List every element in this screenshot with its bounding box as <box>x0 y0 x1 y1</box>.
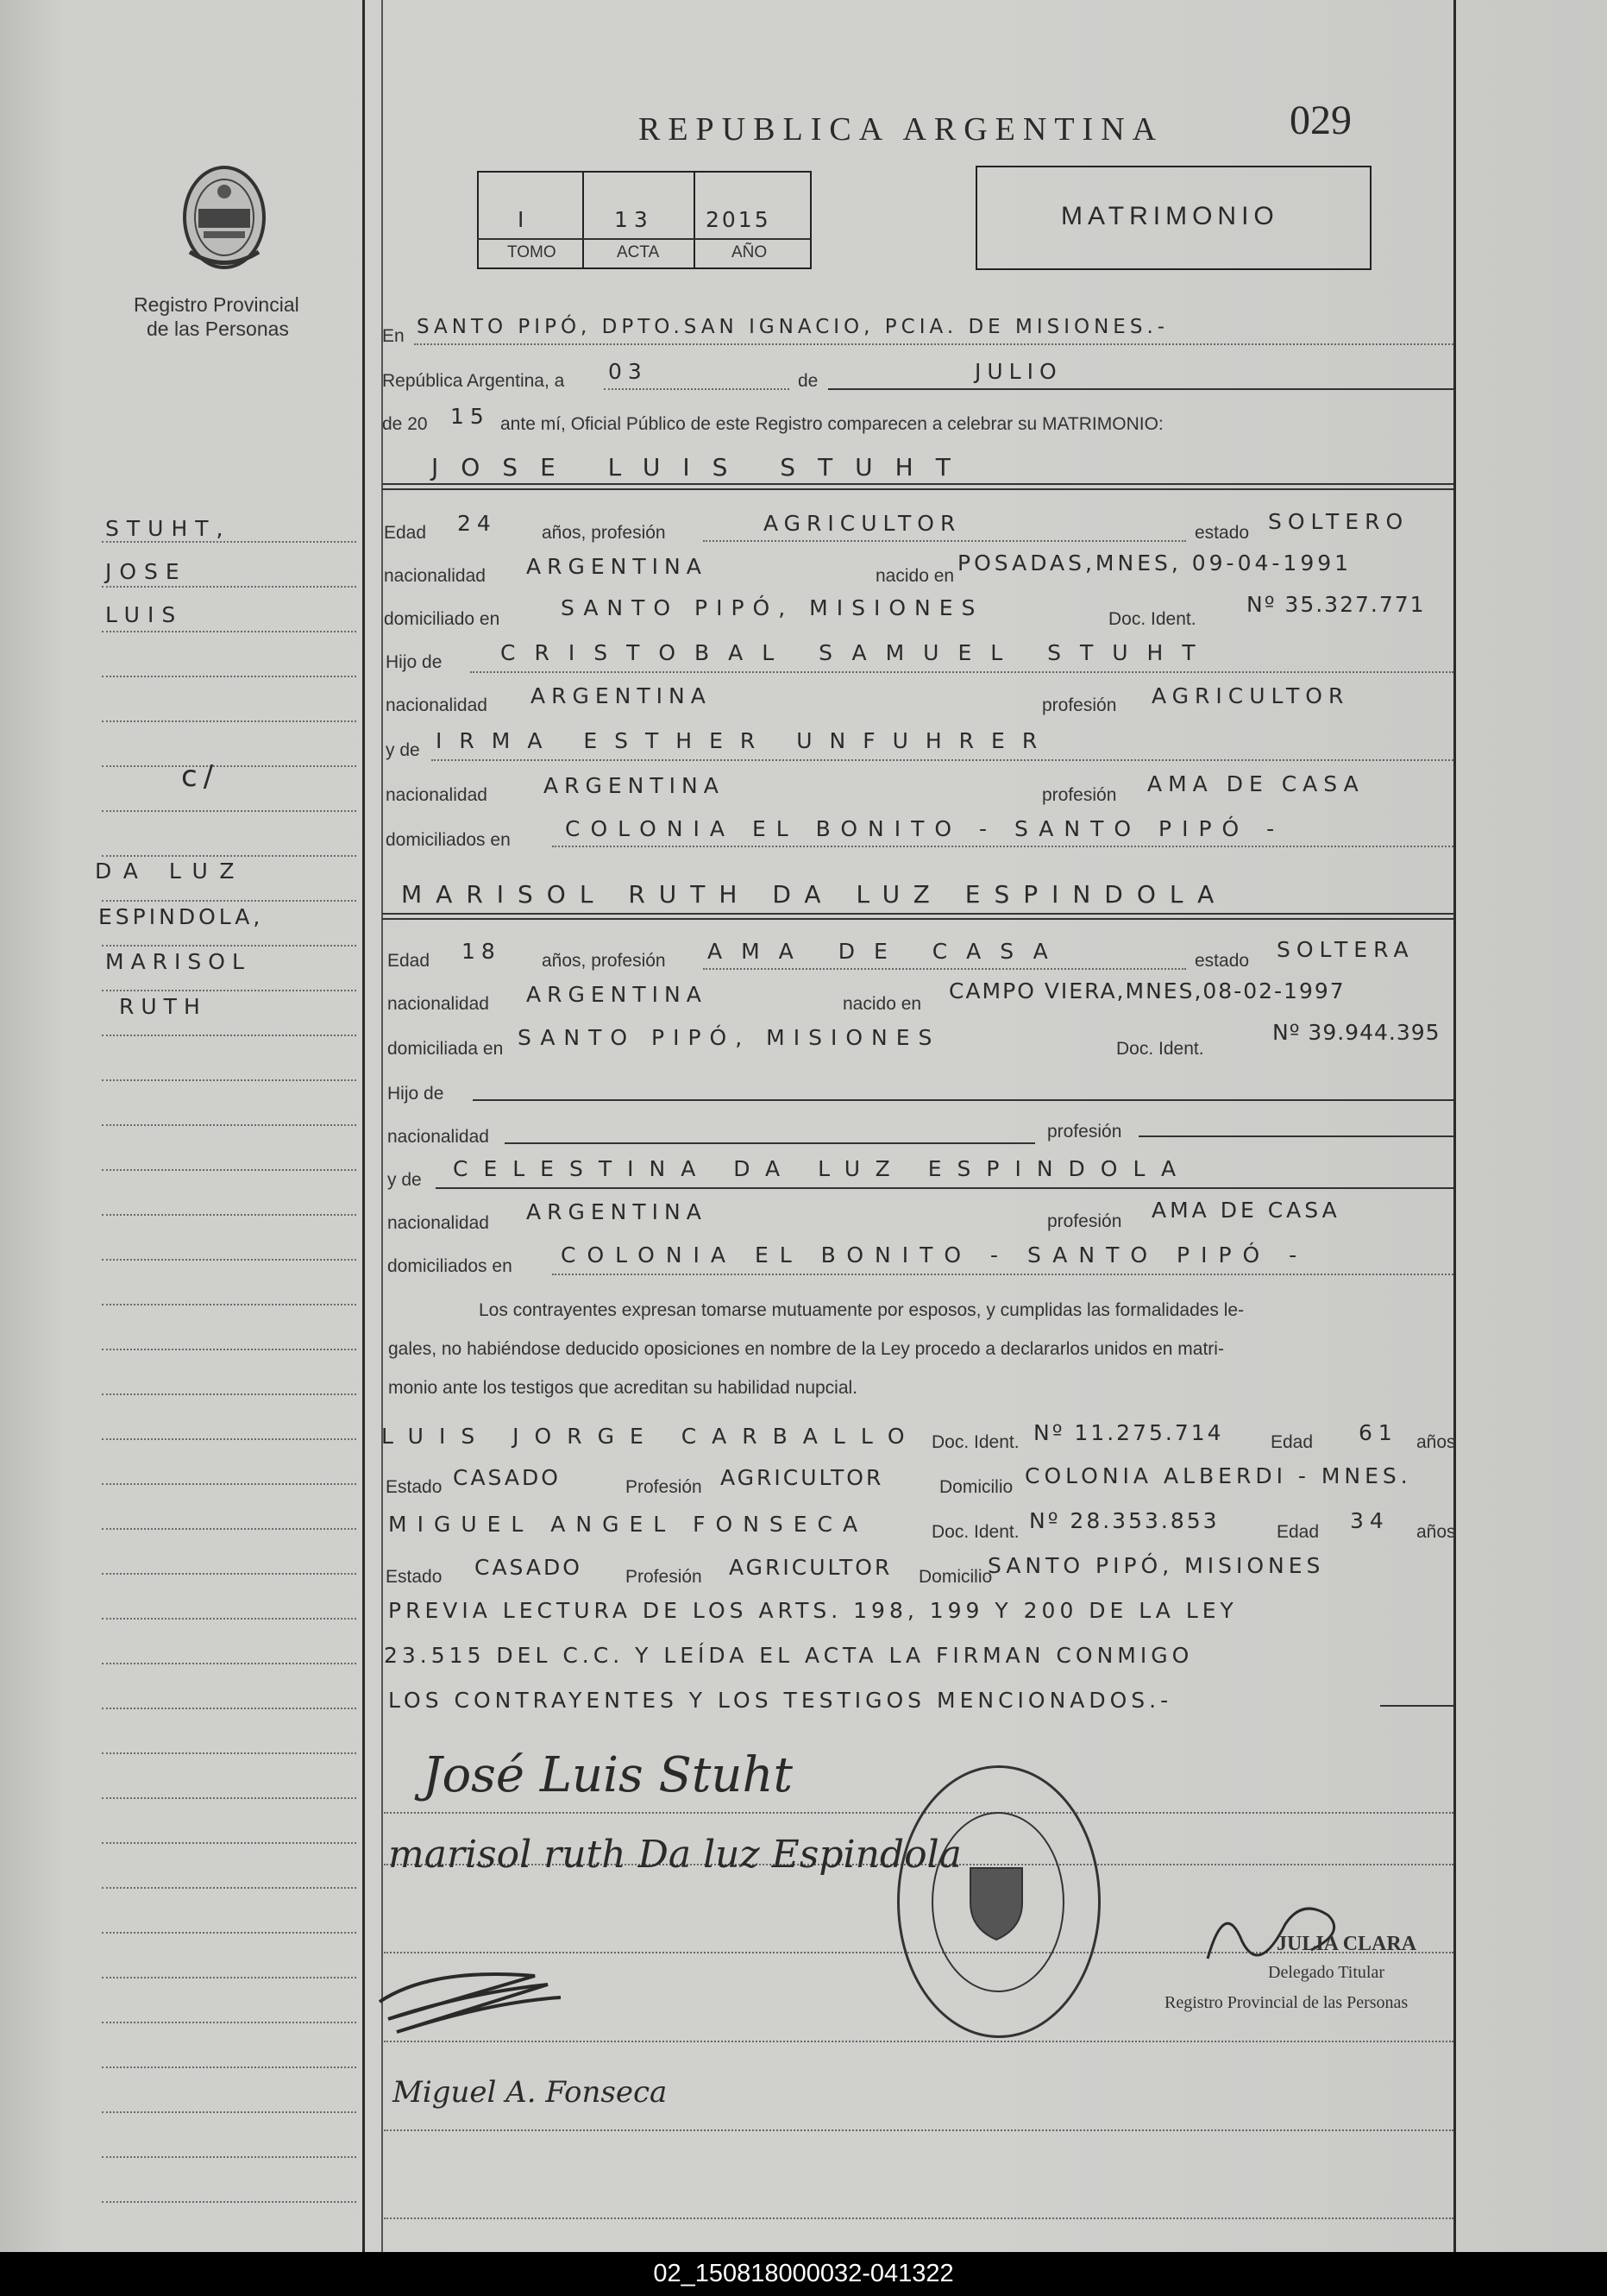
marriage-place: SANTO PIPÓ, DPTO.SAN IGNACIO, PCIA. DE MISIONES.- <box>417 316 1170 338</box>
groom-edad-label: Edad <box>384 523 427 543</box>
margin-line <box>102 1035 356 1036</box>
bride-mother-nationality: ARGENTINA <box>526 1199 707 1224</box>
witness2-doc: Nº 28.353.853 <box>1029 1508 1220 1533</box>
witness1-doc-label: Doc. Ident. <box>932 1432 1020 1452</box>
bride-mother-line <box>436 1187 1453 1189</box>
registry-name-line2: de las Personas <box>147 318 289 340</box>
margin-line <box>102 765 356 767</box>
witness1-anos-label: años <box>1416 1432 1456 1452</box>
misiones-emblem-icon <box>173 157 276 278</box>
bride-hijo-label: Hijo de <box>387 1084 444 1104</box>
bride-civil-status: SOLTERA <box>1277 937 1415 962</box>
groom-mother-prof-label: profesión <box>1042 785 1117 805</box>
bride-nacido-label: nacido en <box>843 994 922 1014</box>
declaration-line-2: gales, no habiéndose deducido oposiciones en nombre de la Ley procedo a declararlos unidos en matri- <box>388 1339 1224 1359</box>
groom-profesion-label: años, profesión <box>542 523 666 543</box>
intro-tail: ante mí, Oficial Público de este Registro comparecen a celebrar su MATRIMONIO: <box>500 414 1164 434</box>
volume-divider-1 <box>582 171 584 267</box>
closing-line-3: LOS CONTRAYENTES Y LOS TESTIGOS MENCIONADOS.- <box>388 1688 1173 1713</box>
bride-estado-label: estado <box>1195 951 1250 971</box>
registry-name-line1: Registro Provincial <box>134 293 299 316</box>
margin-note-3: LUIS <box>105 602 184 627</box>
official-org: Registro Provincial de las Personas <box>1164 1993 1409 2012</box>
witness1-domicilio-label: Domicilio <box>939 1477 1014 1497</box>
margin-note-8: RUTH <box>119 994 207 1019</box>
scan-identifier: 02_150818000032-041322 <box>0 2252 1607 2296</box>
witness1-age: 61 <box>1359 1420 1398 1445</box>
bride-mother-nat-label: nacionalidad <box>387 1213 489 1233</box>
groom-mother-nat-label: nacionalidad <box>386 785 487 805</box>
groom-father: CRISTOBAL SAMUEL STUHT <box>500 640 1215 665</box>
right-margin-rule <box>1453 0 1456 2252</box>
margin-note-4: c/ <box>181 759 220 794</box>
margin-line <box>102 631 356 632</box>
groom-nacionalidad-label: nacionalidad <box>384 566 486 586</box>
volume-label-rule <box>477 238 810 240</box>
day-line <box>604 388 789 390</box>
margin-line <box>102 541 356 543</box>
acta-value: 13 <box>614 207 654 232</box>
bride-nacionalidad-label: nacionalidad <box>387 994 489 1014</box>
margin-note-7: MARISOL <box>105 949 251 974</box>
margin-line <box>102 1708 356 1709</box>
margin-line <box>102 855 356 857</box>
official-title: Delegado Titular <box>1268 1963 1384 1982</box>
witness1-doc: Nº 11.275.714 <box>1033 1420 1224 1445</box>
witness2-domicilio-label: Domicilio <box>919 1567 993 1587</box>
bride-doc: Nº 39.944.395 <box>1272 1020 1441 1045</box>
bride-father-prof-label: profesión <box>1047 1122 1122 1142</box>
sig-line-5 <box>384 2129 1453 2131</box>
witness1-profession: AGRICULTOR <box>720 1465 884 1490</box>
bride-full-name: MARISOL RUTH DA LUZ ESPINDOLA <box>401 880 1228 909</box>
witness2-doc-label: Doc. Ident. <box>932 1522 1020 1542</box>
groom-father-nat-label: nacionalidad <box>386 695 487 715</box>
bride-name-line-2 <box>382 918 1453 920</box>
bride-doc-label: Doc. Ident. <box>1116 1039 1204 1059</box>
margin-line <box>102 1842 356 1844</box>
groom-doc: Nº 35.327.771 <box>1246 592 1426 617</box>
groom-age: 24 <box>457 511 497 536</box>
volume-divider-2 <box>694 171 695 267</box>
witness1-name: LUIS JORGE CARBALLO <box>381 1424 920 1449</box>
witness1-estado-label: Estado <box>386 1477 443 1497</box>
witness2-profession: AGRICULTOR <box>729 1555 893 1580</box>
groom-mother-profession: AMA DE CASA <box>1147 771 1365 796</box>
margin-line <box>102 1349 356 1350</box>
margin-line <box>102 1932 356 1934</box>
groom-profession-line <box>703 540 1186 542</box>
act-type: MATRIMONIO <box>1061 202 1279 230</box>
margin-line <box>102 1214 356 1216</box>
witness1-edad-label: Edad <box>1271 1432 1314 1452</box>
margin-line <box>102 1079 356 1081</box>
closing-end-line <box>1380 1705 1453 1707</box>
groom-mother-line <box>431 759 1453 761</box>
bride-mother-prof-label: profesión <box>1047 1211 1122 1231</box>
witness2-estado-label: Estado <box>386 1567 443 1587</box>
bride-age: 18 <box>461 939 501 964</box>
groom-full-name: JOSE LUIS STUHT <box>431 453 973 481</box>
margin-line <box>102 2156 356 2158</box>
groom-nacido-label: nacido en <box>876 566 955 586</box>
witness2-name: MIGUEL ANGEL FONSECA <box>388 1512 869 1537</box>
margin-line <box>102 810 356 812</box>
closing-line-1: PREVIA LECTURA DE LOS ARTS. 198, 199 Y 200 DE LA LEY <box>388 1598 1238 1623</box>
margin-line <box>102 1887 356 1889</box>
margin-line <box>102 586 356 588</box>
margin-line <box>102 2022 356 2023</box>
margin-line <box>102 1259 356 1261</box>
page-number: 029 <box>1290 98 1352 143</box>
bride-name-line <box>382 913 1453 915</box>
groom-parents-domicile: COLONIA EL BONITO - SANTO PIPÓ - <box>565 816 1285 841</box>
margin-line <box>102 990 356 991</box>
sig-line-6 <box>384 2217 1453 2219</box>
bride-profesion-label: años, profesión <box>542 951 666 971</box>
margin-line <box>102 1573 356 1575</box>
groom-mother: IRMA ESTHER UNFUHRER <box>436 728 1055 753</box>
seal-shield-icon <box>966 1864 1026 1941</box>
margin-line <box>102 2066 356 2068</box>
margin-line <box>102 1977 356 1978</box>
tomo-value: I <box>518 207 530 232</box>
bride-profession: AMA DE CASA <box>707 939 1067 964</box>
groom-birth: POSADAS,MNES, 09-04-1991 <box>957 550 1353 576</box>
margin-line <box>102 1618 356 1620</box>
groom-civil-status: SOLTERO <box>1268 509 1409 534</box>
witness1-domicile: COLONIA ALBERDI - MNES. <box>1025 1463 1412 1488</box>
margin-line <box>102 1304 356 1305</box>
witness1-profesion-label: Profesión <box>625 1477 702 1497</box>
margin-line <box>102 1438 356 1440</box>
witness1-status: CASADO <box>453 1465 561 1490</box>
groom-yde-label: y de <box>386 740 420 760</box>
year-prefix: de 20 <box>382 414 428 434</box>
ano-value: 2015 <box>706 207 771 232</box>
witness2-signature: Miguel A. Fonseca <box>392 2075 668 2110</box>
groom-father-profession: AGRICULTOR <box>1152 683 1350 708</box>
witness2-anos-label: años <box>1416 1522 1456 1542</box>
witness2-age: 34 <box>1350 1508 1390 1533</box>
republica-label: República Argentina, a <box>382 371 565 391</box>
margin-line <box>102 1752 356 1754</box>
margin-line <box>102 1124 356 1126</box>
bride-parents-domicile: COLONIA EL BONITO - SANTO PIPÓ - <box>561 1242 1309 1268</box>
bride-father-prof-line <box>1139 1135 1453 1137</box>
margin-line <box>102 2201 356 2203</box>
sig-line-1 <box>384 1812 1453 1814</box>
ano-label: AÑO <box>731 243 768 261</box>
margin-note-1: STUHT, <box>105 516 231 541</box>
margin-line <box>102 1483 356 1485</box>
bride-mother-profession: AMA DE CASA <box>1152 1198 1340 1223</box>
groom-domicile: SANTO PIPÓ, MISIONES <box>561 595 984 620</box>
tomo-label: TOMO <box>507 243 556 261</box>
groom-father-nationality: ARGENTINA <box>530 683 712 708</box>
declaration-line-3: monio ante los testigos que acreditan su habilidad nupcial. <box>388 1378 858 1398</box>
bride-mother: CELESTINA DA LUZ ESPINDOLA <box>453 1156 1192 1181</box>
margin-note-5: DA LUZ <box>95 859 247 884</box>
bride-edad-label: Edad <box>387 951 430 971</box>
witness2-status: CASADO <box>474 1555 582 1580</box>
bride-nationality: ARGENTINA <box>526 982 707 1007</box>
marriage-day: 03 <box>608 359 648 384</box>
groom-nationality: ARGENTINA <box>526 554 707 579</box>
official-name: JULIA CLARA <box>1277 1933 1417 1955</box>
margin-line <box>102 1528 356 1530</box>
groom-domiciliado-label: domiciliado en <box>384 609 500 629</box>
bride-father-line <box>473 1099 1453 1101</box>
groom-doc-label: Doc. Ident. <box>1108 609 1196 629</box>
margin-line <box>102 676 356 677</box>
month-line <box>828 388 1453 390</box>
margin-line <box>102 1169 356 1171</box>
bride-profession-line <box>703 968 1186 970</box>
margin-note-6: ESPINDOLA, <box>98 904 264 929</box>
bride-signature: marisol ruth Da luz Espindola <box>388 1833 962 1877</box>
declaration-line-1: Los contrayentes expresan tomarse mutuamente por esposos, y cumplidas las formalidades le- <box>479 1300 1245 1320</box>
month-de-label: de <box>798 371 819 391</box>
groom-parents-dom-label: domiciliados en <box>386 830 511 850</box>
bride-father-nat-line <box>505 1142 1035 1144</box>
witness2-profesion-label: Profesión <box>625 1567 702 1587</box>
witness1-signature-scribble-icon <box>362 1950 569 2045</box>
place-line <box>414 343 1453 345</box>
bride-parents-dom-label: domiciliados en <box>387 1256 512 1276</box>
groom-name-line <box>382 483 1453 485</box>
groom-mother-nationality: ARGENTINA <box>543 773 725 798</box>
groom-estado-label: estado <box>1195 523 1250 543</box>
groom-signature: José Luis Stuht <box>423 1747 794 1803</box>
bride-domicile: SANTO PIPÓ, MISIONES <box>518 1025 941 1050</box>
margin-note-2: JOSE <box>105 559 187 584</box>
groom-hijo-label: Hijo de <box>386 652 443 672</box>
groom-father-prof-label: profesión <box>1042 695 1117 715</box>
groom-name-line-2 <box>382 488 1453 490</box>
marriage-month: JULIO <box>975 359 1063 384</box>
acta-label: ACTA <box>617 243 660 261</box>
bride-yde-label: y de <box>387 1170 422 1190</box>
margin-line <box>102 1663 356 1664</box>
closing-line-2: 23.515 DEL C.C. Y LEÍDA EL ACTA LA FIRMAN CONMIGO <box>384 1643 1194 1668</box>
bride-domiciliada-label: domiciliada en <box>387 1039 504 1059</box>
witness2-edad-label: Edad <box>1277 1522 1320 1542</box>
groom-parents-line <box>552 846 1453 847</box>
margin-line <box>102 720 356 722</box>
margin-line <box>102 2111 356 2113</box>
year-suffix: 15 <box>450 404 490 429</box>
margin-line <box>102 945 356 947</box>
margin-line <box>102 1393 356 1395</box>
en-label: En <box>382 326 405 346</box>
country-title: REPUBLICA ARGENTINA <box>638 111 1164 148</box>
groom-father-line <box>470 671 1453 673</box>
witness2-domicile: SANTO PIPÓ, MISIONES <box>988 1553 1325 1578</box>
left-margin-rule <box>362 0 365 2252</box>
margin-line <box>102 900 356 902</box>
groom-profession: AGRICULTOR <box>763 511 962 536</box>
declaration-paragraph <box>388 1291 1458 1407</box>
margin-line <box>102 1797 356 1799</box>
bride-birth: CAMPO VIERA,MNES,08-02-1997 <box>949 978 1346 1003</box>
bride-parents-line <box>552 1274 1453 1275</box>
bride-father-nat-label: nacionalidad <box>387 1127 489 1147</box>
